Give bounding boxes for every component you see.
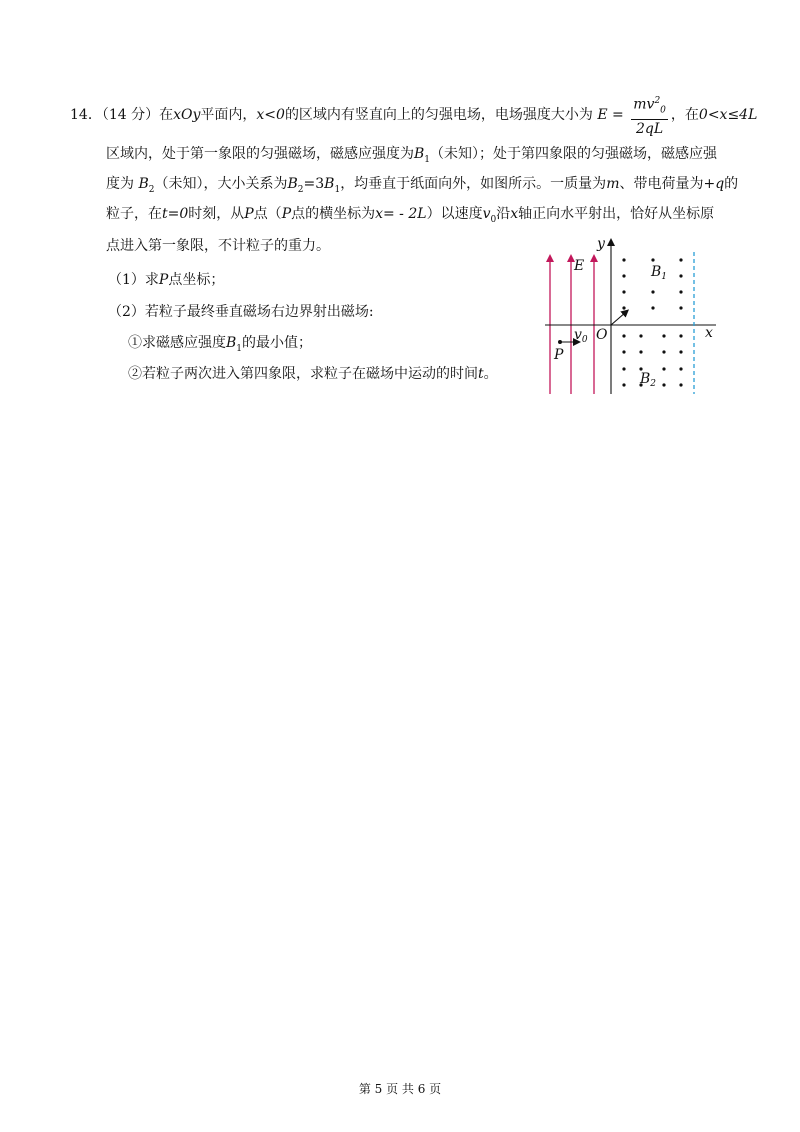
subquestion-1 (108, 270, 224, 290)
field-formula-fraction (631, 92, 668, 138)
symbol-t0: t=0 (162, 206, 189, 222)
field-diagram (540, 238, 730, 398)
symbol-P: P (244, 206, 254, 222)
text: （未知），大小关系为 (154, 176, 288, 192)
text: （未知）；处于第四象限的匀强磁场，磁感应强 (430, 146, 718, 162)
field-formula-lhs: E = (597, 107, 624, 124)
symbol-sub: 2 (297, 184, 304, 195)
label-B2-sub: 2 (650, 379, 657, 389)
field-dot (622, 258, 625, 261)
problem-line-1 (70, 92, 757, 138)
fraction-numerator (631, 92, 668, 120)
field-dot (622, 290, 625, 293)
symbol-x-coord: x= - 2L (375, 206, 427, 222)
problem-line-4 (106, 204, 714, 230)
field-dot (679, 383, 682, 386)
label-v0 (574, 327, 588, 345)
plane-name: xOy (173, 107, 201, 124)
symbol-q: +q (703, 176, 725, 192)
label-v-sub: 0 (581, 335, 588, 345)
field-dot (679, 350, 682, 353)
text: 粒子，在 (106, 206, 162, 222)
text: ，在 (670, 107, 699, 124)
text: 度为 (106, 176, 134, 192)
symbol-m: m (606, 176, 620, 192)
text: ②若粒子两次进入第四象限，求粒子在磁场中运动的时间 (128, 366, 478, 382)
field-dot (679, 290, 682, 293)
field-dot (639, 350, 642, 353)
region-left: x<0 (256, 107, 285, 124)
text: （2）若粒子最终垂直磁场右边界射出磁场: (108, 304, 374, 320)
text: ①求磁感应强度 (128, 335, 226, 351)
text: 。 (483, 366, 498, 382)
text: 平面内， (200, 107, 257, 124)
text: 区域内，处于第一象限的匀强磁场，磁感应强度为 (106, 146, 414, 162)
symbol-sub: 1 (236, 343, 243, 354)
field-dot (662, 334, 665, 337)
region-right: 0<x≤4L (698, 107, 758, 124)
field-dot (679, 274, 682, 277)
field-dot (639, 334, 642, 337)
label-B1 (650, 264, 667, 282)
subquestion-2 (108, 302, 374, 322)
field-dot (622, 334, 625, 337)
field-dot (662, 383, 665, 386)
field-dot (651, 290, 654, 293)
numerator-sub: 0 (660, 105, 666, 116)
symbol-t: t (478, 366, 484, 382)
field-dot (622, 367, 625, 370)
field-dot (622, 306, 625, 309)
text: 的最小值； (242, 335, 313, 351)
text: 点的横坐标为 (291, 206, 376, 222)
label-B1-letter: B (651, 264, 662, 280)
electric-field-lines (550, 258, 594, 394)
symbol-sub: 1 (334, 184, 341, 195)
velocity-at-origin-arrow (611, 312, 626, 325)
symbol-sub: 2 (148, 184, 155, 195)
relation-B2: B (287, 176, 298, 192)
text: 点进入第一象限，不计粒子的重力。 (106, 238, 330, 254)
field-dot (622, 350, 625, 353)
field-dot (662, 350, 665, 353)
field-dot (651, 258, 654, 261)
label-E: E (574, 258, 585, 274)
field-dot (622, 274, 625, 277)
symbol-B1: B (226, 335, 237, 351)
problem-line-2 (106, 144, 717, 170)
label-v-letter: v (574, 327, 582, 343)
text: （1）求 (108, 272, 159, 288)
symbol-sub: 0 (490, 214, 497, 225)
label-x: x (705, 325, 713, 341)
label-B1-sub: 1 (661, 272, 668, 282)
page-footer: 第 5 页 共 6 页 (358, 1082, 442, 1096)
problem-number: 14． (70, 107, 102, 124)
relation-mid: =3 (303, 176, 325, 192)
symbol-B1: B (414, 146, 425, 162)
problem-line-5 (106, 236, 330, 256)
problem-score: （14 分） (101, 107, 160, 124)
text: ，均垂直于纸面向外，如图所示。一质量为 (340, 176, 607, 192)
numerator-text: mv (633, 96, 655, 113)
relation-B1: B (324, 176, 335, 192)
text: 、带电荷量为 (619, 176, 704, 192)
subquestion-2-part-2 (128, 364, 498, 384)
symbol-B2: B (138, 176, 149, 192)
text: 的区域内有竖直向上的匀强电场，电场强度大小为 (284, 107, 593, 124)
fraction-denominator: 2qL (635, 121, 664, 138)
problem-line-3 (106, 174, 738, 200)
label-B2-letter: B (640, 371, 651, 387)
text: 点（ (253, 206, 282, 222)
label-y: y (597, 238, 605, 252)
symbol-v0: v (482, 206, 491, 222)
text: 轴正向水平射出，恰好从坐标原 (518, 206, 715, 222)
symbol-P: P (281, 206, 292, 222)
text: 的 (724, 176, 739, 192)
text: 在 (159, 107, 174, 124)
numerator-sup: 2 (654, 96, 661, 106)
field-dot (679, 306, 682, 309)
field-dot (679, 258, 682, 261)
field-dot (679, 334, 682, 337)
field-dot (662, 367, 665, 370)
field-dot (651, 306, 654, 309)
subquestion-2-part-1 (128, 333, 312, 359)
label-P: P (554, 347, 564, 363)
text: 点坐标； (168, 272, 225, 288)
label-B2 (639, 371, 656, 389)
label-origin: O (596, 327, 608, 343)
text: 沿 (496, 206, 511, 222)
text: 时刻，从 (188, 206, 245, 222)
symbol-sub: 1 (424, 154, 431, 165)
field-dot (622, 383, 625, 386)
text: ）以速度 (426, 206, 483, 222)
symbol-x: x (510, 206, 519, 222)
field-dot (679, 367, 682, 370)
symbol-P: P (158, 272, 169, 288)
